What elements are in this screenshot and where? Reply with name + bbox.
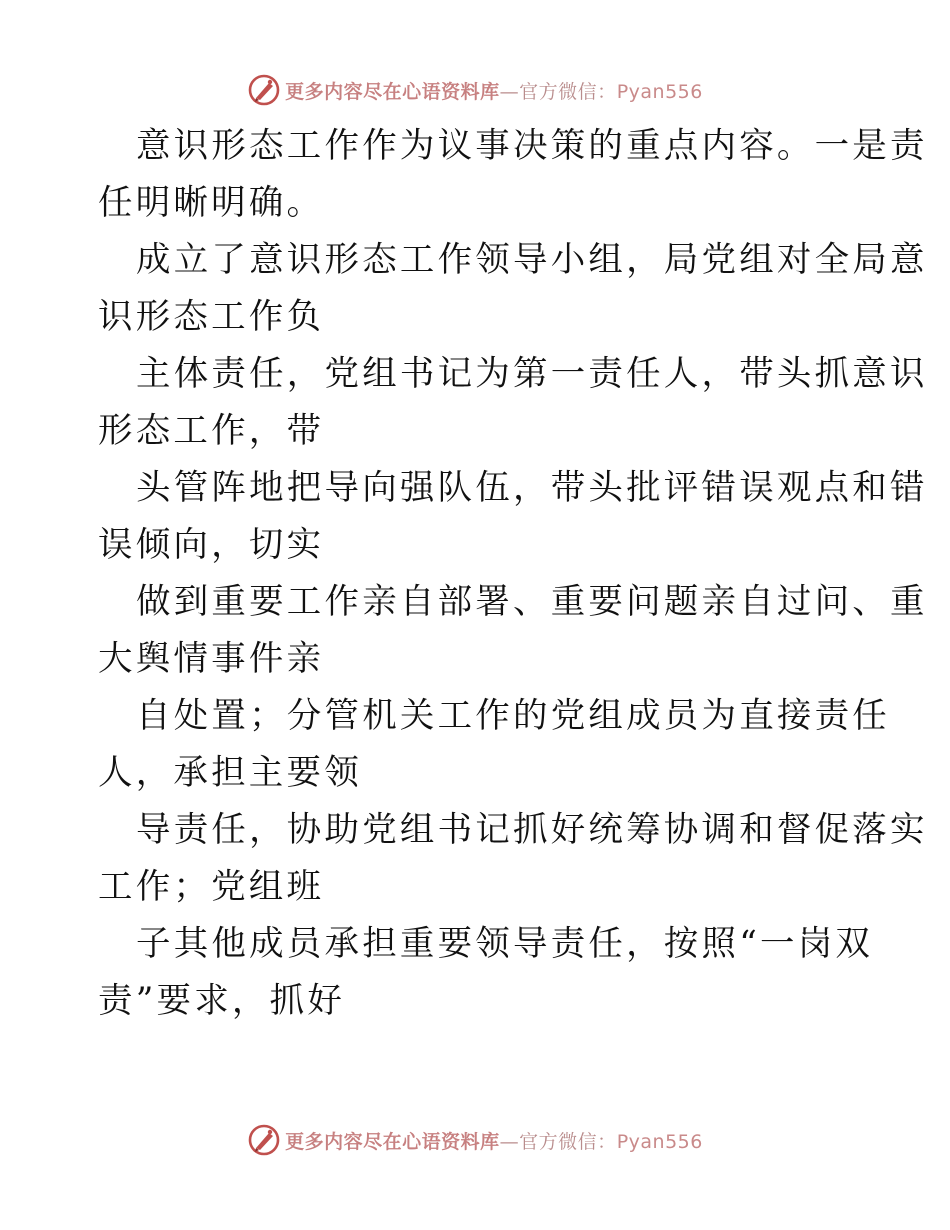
paragraph-line: 主体责任，党组书记为第一责任人，带头抓意识 (136, 354, 928, 394)
paragraph-line: 意识形态工作作为议事决策的重点内容。一是责 (136, 126, 928, 166)
paragraph-line: 头管阵地把导向强队伍，带头批评错误观点和错 (136, 468, 928, 508)
paragraph (98, 688, 890, 802)
paragraph-line: 责”要求，抓好 (98, 981, 346, 1021)
pen-logo-icon (247, 73, 281, 107)
body-text (98, 118, 928, 1030)
paragraph (98, 232, 928, 346)
paragraph (98, 460, 928, 574)
paragraph-line: 人，承担主要领 (98, 753, 362, 793)
watermark-official: 官方微信： (519, 1130, 617, 1153)
paragraph-line: 工作；党组班 (98, 867, 325, 907)
watermark-main: 更多内容尽在心语资料库 (285, 80, 500, 103)
paragraph (98, 802, 928, 916)
watermark-wechat-id: Pyan556 (616, 1130, 703, 1153)
watermark-text (285, 1127, 703, 1154)
paragraph-line: 形态工作，带 (98, 411, 325, 451)
footer-watermark (0, 1120, 950, 1160)
paragraph-line: 做到重要工作亲自部署、重要问题亲自过问、重 (136, 582, 928, 622)
paragraph (98, 574, 928, 688)
paragraph-line: 大舆情事件亲 (98, 639, 325, 679)
header-watermark (0, 70, 950, 110)
paragraph-line: 自处置；分管机关工作的党组成员为直接责任 (136, 696, 890, 736)
paragraph-line: 识形态工作负 (98, 297, 325, 337)
paragraph-line: 导责任，协助党组书记抓好统筹协调和督促落实 (136, 810, 928, 850)
paragraph-line: 子其他成员承担重要领导责任，按照“一岗双 (136, 924, 874, 964)
paragraph-line: 成立了意识形态工作领导小组，局党组对全局意 (136, 240, 928, 280)
watermark-separator: — (499, 1130, 520, 1153)
paragraph-line: 误倾向，切实 (98, 525, 325, 565)
paragraph (98, 346, 928, 460)
paragraph (98, 916, 874, 1030)
watermark-wechat-id: Pyan556 (616, 80, 703, 103)
paragraph-line: 任明晰明确。 (98, 183, 325, 223)
pen-logo-icon (247, 1123, 281, 1157)
watermark-text (285, 77, 703, 104)
watermark-main: 更多内容尽在心语资料库 (285, 1130, 500, 1153)
watermark-separator: — (499, 80, 520, 103)
watermark-official: 官方微信： (519, 80, 617, 103)
paragraph (98, 118, 928, 232)
